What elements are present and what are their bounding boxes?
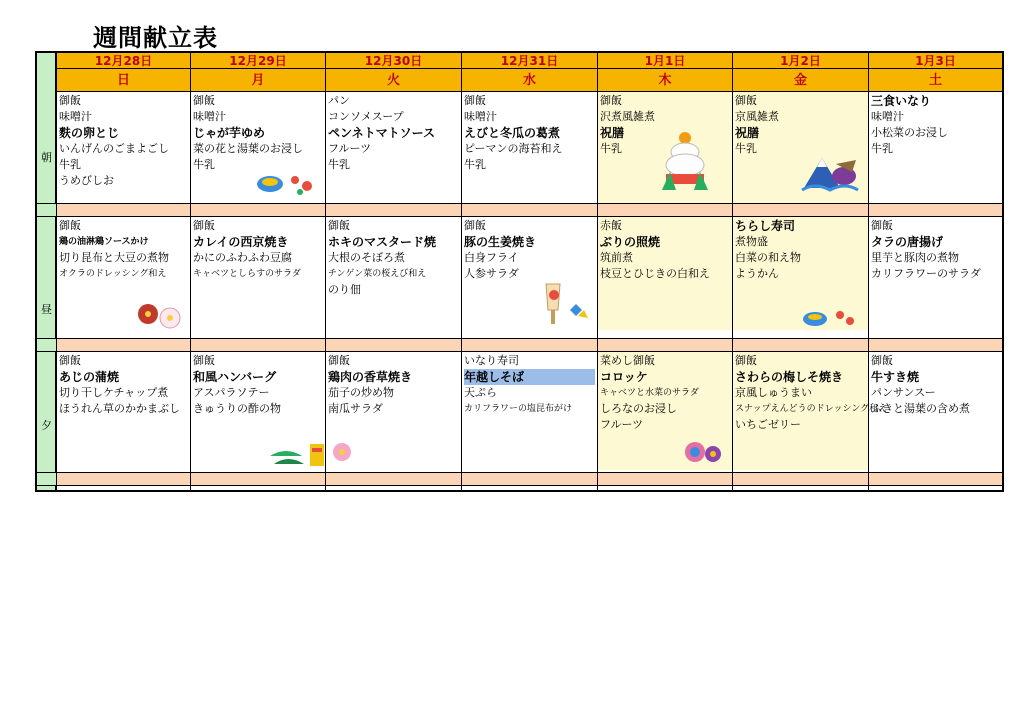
menu-item: きゅうりの酢の物 — [193, 402, 281, 415]
meal-column-divider — [37, 472, 56, 486]
menu-item: 御飯 — [59, 354, 81, 367]
main-dish: 麩の卵とじ — [59, 126, 120, 140]
menu-item: 菜の花と湯葉のお浸し — [193, 142, 303, 155]
menu-item: 御飯 — [600, 94, 622, 107]
spacer-row — [326, 338, 461, 352]
day-column — [461, 53, 597, 490]
menu-item: 菜めし御飯 — [600, 354, 655, 367]
menu-item: 牛乳 — [871, 142, 893, 155]
mount-fuji-icon — [800, 150, 860, 192]
menu-item: 茄子の炒め物 — [328, 386, 394, 399]
menu-cell-breakfast — [869, 92, 1002, 203]
menu-item: 牛乳 — [600, 142, 622, 155]
menu-item: 味噌汁 — [193, 110, 226, 123]
menu-item: チンゲン菜の桜えび和え — [328, 269, 427, 279]
spacer-row — [191, 472, 325, 486]
spacer-row — [598, 338, 732, 352]
date-header: 12月28日 — [57, 53, 190, 69]
menu-item: 大根のそぼろ煮 — [328, 251, 405, 264]
menu-item: いんげんのごまよごし — [59, 142, 169, 155]
menu-cell-lunch — [869, 217, 1002, 330]
menu-cell-lunch — [326, 217, 461, 330]
spacer-row — [869, 338, 1002, 352]
main-dish: あじの蒲焼 — [59, 370, 120, 384]
menu-item: かにのふわふわ豆腐 — [193, 251, 292, 264]
main-dish: 和風ハンバーグ — [193, 370, 277, 384]
meal-column-divider — [37, 203, 56, 217]
date-header: 12月31日 — [462, 53, 597, 69]
menu-item: 御飯 — [193, 219, 215, 232]
menu-cell-breakfast — [57, 92, 190, 203]
weekday-header: 土 — [869, 69, 1002, 92]
main-dish: じゃが芋ゆめ — [193, 126, 266, 140]
menu-item: 牛乳 — [193, 158, 215, 171]
menu-item: 御飯 — [735, 94, 757, 107]
spinning-top-icon — [255, 166, 317, 200]
spacer-row — [191, 338, 325, 352]
menu-item: 御飯 — [328, 219, 350, 232]
menu-item: 御飯 — [735, 354, 757, 367]
pine-icon — [268, 440, 330, 470]
date-header: 12月30日 — [326, 53, 461, 69]
spacer-row — [869, 472, 1002, 486]
spacer-row — [733, 472, 868, 486]
menu-item: カリフラワーのサラダ — [871, 267, 981, 280]
menu-cell-dinner — [869, 352, 1002, 470]
menu-item: 味噌汁 — [464, 110, 497, 123]
menu-item: ほうれん草のかかまぶし — [59, 402, 180, 415]
menu-table — [35, 51, 1004, 492]
menu-item: 筑前煮 — [600, 251, 633, 264]
menu-cell-lunch — [191, 217, 325, 330]
temari-icon — [683, 436, 723, 468]
weekday-header: 火 — [326, 69, 461, 92]
spacer-row — [57, 338, 190, 352]
spacer-row — [598, 203, 732, 217]
day-column — [56, 53, 190, 490]
menu-item: ピーマンの海苔和え — [464, 142, 563, 155]
spacer-row — [57, 472, 190, 486]
menu-item: うめびしお — [59, 174, 114, 187]
spinning-top-icon — [800, 303, 862, 333]
menu-item: 小松菜のお浸し — [871, 126, 948, 139]
menu-item: 切り干しケチャップ煮 — [59, 386, 169, 399]
date-header: 1月1日 — [598, 53, 732, 69]
date-header: 1月3日 — [869, 53, 1002, 69]
menu-item: キャベツと水菜のサラダ — [600, 388, 699, 398]
menu-item: 御飯 — [871, 354, 893, 367]
main-dish: 牛すき焼 — [871, 370, 920, 384]
meal-label-dinner: 夕 — [41, 419, 52, 432]
menu-cell-dinner — [462, 352, 597, 470]
menu-item: ようかん — [735, 267, 779, 280]
menu-item: キャベツとしらすのサラダ — [193, 269, 301, 279]
main-dish: 鶏の油淋鶏ソースかけ — [59, 237, 149, 247]
main-dish: えびと冬瓜の葛煮 — [464, 126, 561, 140]
menu-item: 白身フライ — [464, 251, 519, 264]
menu-cell-dinner — [57, 352, 190, 470]
menu-item: 御飯 — [328, 354, 350, 367]
menu-item: しろなのお浸し — [600, 402, 677, 415]
spacer-row — [598, 472, 732, 486]
menu-item: 御飯 — [59, 219, 81, 232]
main-dish: ペンネトマトソース — [328, 126, 436, 140]
main-dish: コロッケ — [600, 370, 648, 384]
menu-item: 京風しゅうまい — [735, 386, 812, 399]
weekday-header: 金 — [733, 69, 868, 92]
menu-item: 沢煮風雑煮 — [600, 110, 655, 123]
menu-item: 御飯 — [193, 94, 215, 107]
plum-flower-icon — [135, 298, 185, 330]
spacer-row — [462, 203, 597, 217]
main-dish: 祝膳 — [735, 126, 760, 140]
menu-item: 里芋と豚肉の煮物 — [871, 251, 959, 264]
main-dish: 三食いなり — [871, 94, 932, 108]
menu-item: 御飯 — [871, 219, 893, 232]
meal-label-breakfast: 朝 — [41, 151, 52, 164]
menu-item: 赤飯 — [600, 219, 622, 232]
weekday-header: 日 — [57, 69, 190, 92]
menu-item: 味噌汁 — [871, 110, 904, 123]
menu-cell-lunch — [598, 217, 732, 330]
meal-label-lunch: 昼 — [41, 303, 52, 316]
menu-item: パンサンスー — [871, 386, 936, 399]
menu-item: のり佃 — [328, 283, 361, 296]
menu-item: オクラのドレッシング和え — [59, 269, 167, 279]
hagoita-icon — [540, 280, 590, 330]
weekday-header: 木 — [598, 69, 732, 92]
spacer-row — [733, 203, 868, 217]
date-header: 1月2日 — [733, 53, 868, 69]
spacer-row — [462, 472, 597, 486]
menu-item: 牛乳 — [735, 142, 757, 155]
menu-item: 御飯 — [464, 219, 486, 232]
spacer-row — [326, 472, 461, 486]
weekday-header: 月 — [191, 69, 325, 92]
kagami-mochi-icon — [660, 130, 710, 192]
menu-item: 白菜の和え物 — [735, 251, 801, 264]
spacer-row — [326, 203, 461, 217]
spacer-row — [462, 338, 597, 352]
meal-column-divider — [37, 338, 56, 352]
main-dish: タラの唐揚げ — [871, 235, 944, 249]
menu-item: カリフラワーの塩昆布がけ — [464, 404, 573, 414]
menu-item: パン — [328, 94, 350, 107]
page-title: 週間献立表 — [93, 24, 218, 52]
main-dish: ホキのマスタード焼 — [328, 235, 437, 249]
menu-cell-breakfast — [326, 92, 461, 203]
meal-column — [37, 53, 56, 490]
menu-cell-breakfast — [462, 92, 597, 203]
spacer-row — [869, 203, 1002, 217]
main-dish: ちらし寿司 — [735, 219, 796, 233]
main-dish: 年越しそば — [464, 369, 595, 385]
menu-item: 御飯 — [59, 94, 81, 107]
main-dish: 祝膳 — [600, 126, 625, 140]
menu-item: いちごゼリー — [735, 418, 801, 431]
menu-item: 南瓜サラダ — [328, 402, 383, 415]
main-dish: さわらの梅しそ焼き — [735, 370, 844, 384]
menu-item: フルーツ — [328, 142, 372, 155]
menu-item: 御飯 — [464, 94, 486, 107]
menu-item: 牛乳 — [464, 158, 486, 171]
menu-item: 天ぷら — [464, 386, 497, 399]
menu-item: フルーツ — [600, 418, 644, 431]
date-header: 12月29日 — [191, 53, 325, 69]
day-column — [597, 53, 732, 490]
spacer-row — [191, 203, 325, 217]
day-column — [190, 53, 325, 490]
menu-item: 京風雑煮 — [735, 110, 779, 123]
menu-item: 人参サラダ — [464, 267, 519, 280]
main-dish: カレイの西京焼き — [193, 235, 289, 249]
main-dish: ぶりの照焼 — [600, 235, 661, 249]
menu-item: 味噌汁 — [59, 110, 92, 123]
main-dish: 豚の生姜焼き — [464, 235, 537, 249]
menu-cell-dinner — [733, 352, 888, 470]
menu-item: 御飯 — [193, 354, 215, 367]
main-dish: 鶏肉の香草焼き — [328, 370, 413, 384]
menu-item: コンソメスープ — [328, 110, 404, 123]
spacer-row — [733, 338, 868, 352]
spacer-row — [57, 203, 190, 217]
menu-item: スナップえんどうのドレッシング和え — [735, 404, 888, 414]
menu-item: 牛乳 — [59, 158, 81, 171]
menu-item: 切り昆布と大豆の煮物 — [59, 251, 169, 264]
menu-item: アスパラソテー — [193, 386, 270, 399]
menu-item: 牛乳 — [328, 158, 350, 171]
menu-item: ふきと湯葉の含め煮 — [871, 402, 970, 415]
menu-item: いなり寿司 — [464, 354, 519, 367]
day-column — [325, 53, 461, 490]
menu-item: 煮物盛 — [735, 235, 768, 248]
day-column — [868, 53, 1002, 490]
plum-flower-icon — [330, 440, 354, 464]
weekday-header: 水 — [462, 69, 597, 92]
menu-item: 枝豆とひじきの白和え — [600, 267, 710, 280]
